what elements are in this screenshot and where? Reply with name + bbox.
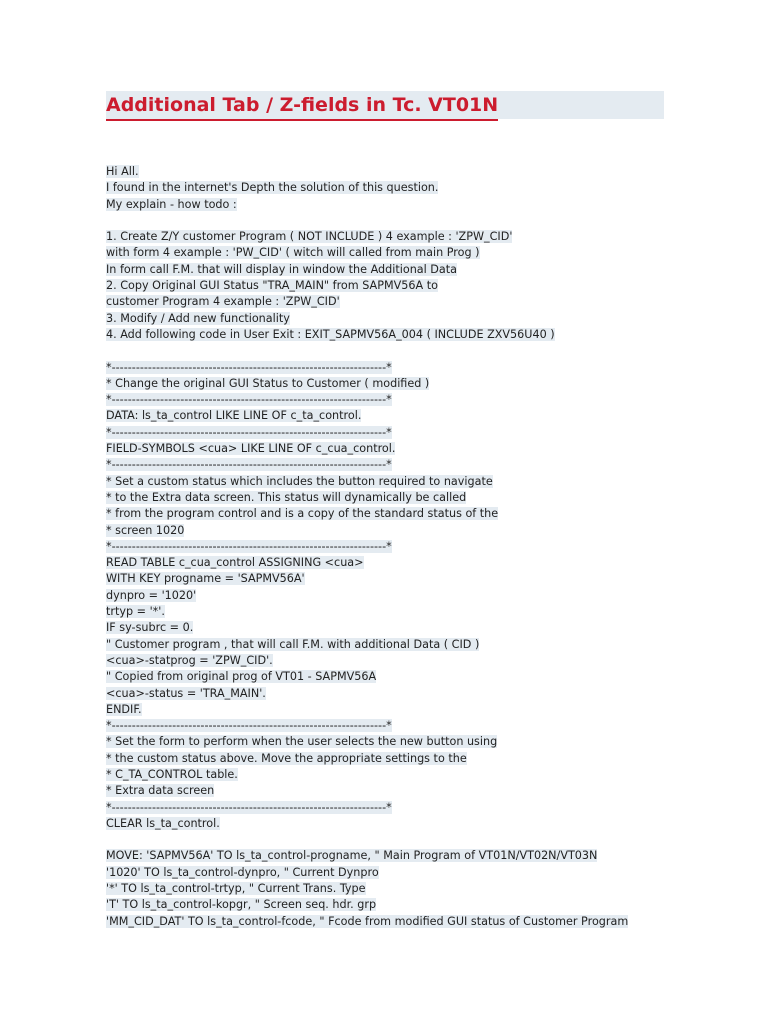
- text-line-content: 3. Modify / Add new functionality: [106, 311, 290, 325]
- text-line: [106, 588, 706, 604]
- text-line: [106, 637, 706, 653]
- text-line-content: *--------------------------------------------------------------------*: [106, 360, 392, 374]
- text-line-content: * screen 1020: [106, 523, 185, 537]
- text-line-content: READ TABLE c_cua_control ASSIGNING <cua>: [106, 556, 364, 570]
- text-line: [106, 229, 706, 245]
- text-line-content: * the custom status above. Move the appropriate settings to the: [106, 751, 467, 765]
- text-line: [106, 490, 706, 506]
- text-line: [106, 604, 706, 620]
- page-title: Additional Tab / Z-fields in Tc. VT01N: [106, 91, 498, 121]
- text-line-content: * Set the form to perform when the user selects the new button using: [106, 735, 498, 749]
- text-line-content: IF sy-subrc = 0.: [106, 621, 194, 635]
- text-line: [106, 506, 706, 522]
- text-line: [106, 702, 706, 718]
- text-line-content: 'T' TO ls_ta_control-kopgr, " Screen seq. hdr. grp: [106, 898, 377, 912]
- text-line: [106, 311, 706, 327]
- text-line: [106, 408, 706, 424]
- text-line: [106, 571, 706, 587]
- text-line-content: * C_TA_CONTROL table.: [106, 767, 238, 781]
- text-line-content: Hi All.: [106, 165, 139, 178]
- text-line: [106, 718, 706, 734]
- text-line: [106, 245, 706, 261]
- text-line: [106, 914, 706, 930]
- text-line-content: <cua>-status = 'TRA_MAIN'.: [106, 686, 266, 700]
- text-line-content: FIELD-SYMBOLS <cua> LIKE LINE OF c_cua_control.: [106, 442, 396, 456]
- text-line: [106, 800, 706, 816]
- text-line-content: " Copied from original prog of VT01 - SAPMV56A: [106, 670, 377, 684]
- blank-line: [106, 343, 706, 359]
- text-line-content: *--------------------------------------------------------------------*: [106, 393, 392, 407]
- text-line-content: *--------------------------------------------------------------------*: [106, 539, 392, 553]
- text-line-content: 1. Create Z/Y customer Program ( NOT INCLUDE ) 4 example : 'ZPW_CID': [106, 230, 513, 244]
- text-line-content: CLEAR ls_ta_control.: [106, 816, 220, 830]
- text-line: [106, 164, 706, 180]
- text-line: [106, 441, 706, 457]
- text-line-content: 'MM_CID_DAT' TO ls_ta_control-fcode, " Fcode from modified GUI status of Customer Program: [106, 914, 629, 928]
- text-line-content: *--------------------------------------------------------------------*: [106, 458, 392, 472]
- text-line-content: *--------------------------------------------------------------------*: [106, 425, 392, 439]
- text-line-content: " Customer program , that will call F.M. with additional Data ( CID ): [106, 637, 480, 651]
- document-body: [106, 164, 706, 930]
- text-line-content: with form 4 example : 'PW_CID' ( witch will called from main Prog ): [106, 246, 480, 260]
- text-line-content: * Extra data screen: [106, 784, 215, 798]
- text-line: [106, 327, 706, 343]
- text-line-content: '1020' TO ls_ta_control-dynpro, " Current Dynpro: [106, 865, 379, 879]
- text-line-content: I found in the internet's Depth the solution of this question.: [106, 181, 439, 195]
- text-line: [106, 360, 706, 376]
- text-line: [106, 425, 706, 441]
- text-line-content: customer Program 4 example : 'ZPW_CID': [106, 295, 340, 309]
- blank-line: [106, 832, 706, 848]
- text-line-content: '*' TO ls_ta_control-trtyp, " Current Trans. Type: [106, 882, 366, 896]
- text-line: [106, 816, 706, 832]
- text-line-content: 4. Add following code in User Exit : EXIT_SAPMV56A_004 ( INCLUDE ZXV56U40 ): [106, 327, 555, 341]
- text-line-content: * to the Extra data screen. This status will dynamically be called: [106, 490, 467, 504]
- text-line: [106, 686, 706, 702]
- text-line-content: * Change the original GUI Status to Customer ( modified ): [106, 376, 430, 390]
- text-line-content: *--------------------------------------------------------------------*: [106, 719, 392, 733]
- text-line-content: *--------------------------------------------------------------------*: [106, 800, 392, 814]
- text-line-content: My explain - how todo :: [106, 197, 237, 211]
- text-line: [106, 653, 706, 669]
- text-line-content: <cua>-statprog = 'ZPW_CID'.: [106, 653, 273, 667]
- text-line: [106, 751, 706, 767]
- text-line: [106, 457, 706, 473]
- text-line: [106, 767, 706, 783]
- text-line: [106, 620, 706, 636]
- text-line-content: trtyp = '*'.: [106, 605, 165, 619]
- text-line-content: ENDIF.: [106, 702, 142, 716]
- text-line: [106, 669, 706, 685]
- text-line: [106, 555, 706, 571]
- text-line-content: WITH KEY progname = 'SAPMV56A': [106, 572, 305, 586]
- text-line-content: dynpro = '1020': [106, 588, 197, 602]
- text-line: [106, 197, 706, 213]
- text-line: [106, 278, 706, 294]
- text-line: [106, 180, 706, 196]
- text-line: [106, 783, 706, 799]
- text-line: [106, 376, 706, 392]
- text-line: [106, 539, 706, 555]
- text-line: [106, 523, 706, 539]
- text-line-content: In form call F.M. that will display in window the Additional Data: [106, 262, 458, 276]
- text-line: [106, 897, 706, 913]
- text-line: [106, 865, 706, 881]
- text-line-content: * Set a custom status which includes the button required to navigate: [106, 474, 493, 488]
- text-line-content: 2. Copy Original GUI Status "TRA_MAIN" from SAPMV56A to: [106, 279, 438, 293]
- text-line-content: * from the program control and is a copy of the standard status of the: [106, 507, 499, 521]
- text-line: [106, 474, 706, 490]
- text-line-content: DATA: ls_ta_control LIKE LINE OF c_ta_control.: [106, 409, 362, 423]
- text-line-content: MOVE: 'SAPMV56A' TO ls_ta_control-progname, " Main Program of VT01N/VT02N/VT03N: [106, 849, 598, 863]
- text-line: [106, 734, 706, 750]
- blank-line: [106, 213, 706, 229]
- text-line: [106, 262, 706, 278]
- text-line: [106, 848, 706, 864]
- text-line: [106, 294, 706, 310]
- text-line: [106, 392, 706, 408]
- text-line: [106, 881, 706, 897]
